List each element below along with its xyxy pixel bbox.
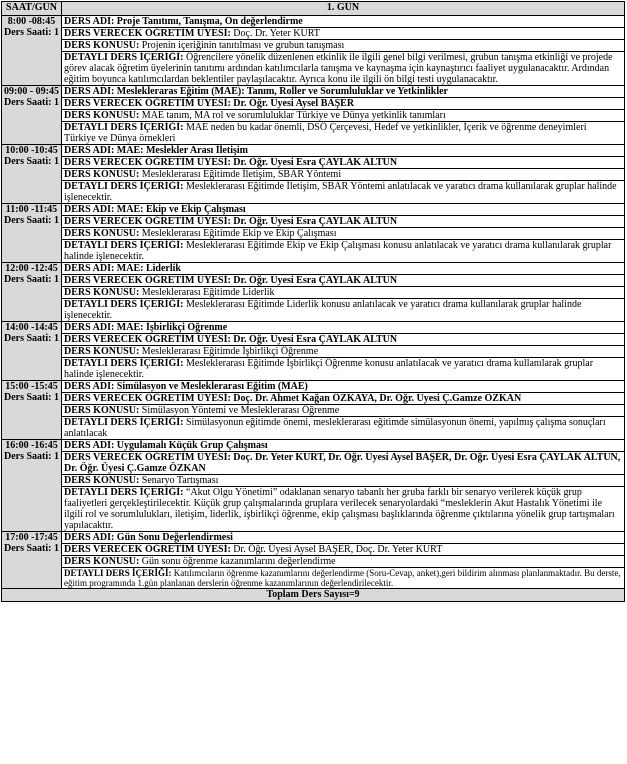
- session-detail-cell: [62, 487, 625, 532]
- schedule-table: [1, 1, 625, 602]
- session-topic-label: DERS KONUSU:: [64, 405, 140, 416]
- session-time: 16:00 -16:45: [5, 440, 58, 451]
- session-teacher: Dr. Öğr. Üyesi Aysel BAŞER: [233, 98, 355, 109]
- session-time: 11:00 -11:45: [5, 204, 58, 215]
- session-time: 10:00 -10:45: [5, 145, 58, 156]
- session-name-cell: [62, 263, 625, 275]
- session-name-label: DERS ADI:: [64, 532, 115, 543]
- session-time: 09:00 - 09:45: [4, 86, 59, 97]
- session-name-label: DERS ADI:: [64, 263, 115, 274]
- session-time-cell: [2, 381, 62, 440]
- session-teacher: Dr. Öğr. Üyesi Esra ÇAYLAK ALTUN: [233, 275, 398, 286]
- session-6-name-row: [2, 322, 625, 334]
- session-detail-label: DETAYLI DERS İÇERİĞİ:: [64, 52, 184, 63]
- total-lessons: Toplam Ders Sayısı=9: [2, 589, 625, 602]
- session-8-detail-row: [2, 487, 625, 532]
- session-name-cell: [62, 381, 625, 393]
- session-topic-cell: [62, 169, 625, 181]
- session-teacher-cell: [62, 544, 625, 556]
- session-topic-label: DERS KONUSU:: [64, 110, 140, 121]
- session-4-teacher-row: [2, 216, 625, 228]
- session-6-detail-row: [2, 358, 625, 381]
- session-name: Uygulamalı Küçük Grup Çalışması: [116, 440, 268, 451]
- session-7-topic-row: [2, 405, 625, 417]
- session-topic-cell: [62, 228, 625, 240]
- session-detail-cell: [62, 240, 625, 263]
- session-5-name-row: [2, 263, 625, 275]
- session-detail: MAE neden bu kadar önemli, DSÖ Çerçevesi, Hedef ve yetkinlikler, İçerik ve öğrenme deneyimleri: [185, 122, 587, 133]
- session-topic: Senaryo Tartışması: [141, 475, 219, 486]
- session-time: 14:00 -14:45: [5, 322, 58, 333]
- session-detail: Öğrencilere yönelik düzenlenen etkinlik ile ilgili genel bilgi verilmesi, grubun tanışma etkinliği ve projede görev alacak öğretim üyelerinin tanıtımı ardından katılımcılarla tanışma ve kaynaşma için kaynaştırıcı faaliyet uygulanacaktır. Ardından eğitim boyunca katılımcılardan beklentiler paylaşılacaktır. Ayrıca konu ile ilgili ön bilgi testi uygulanacaktır.: [64, 52, 613, 85]
- session-teacher-cell: [62, 28, 625, 40]
- session-detail-label: DETAYLI DERS İÇERİĞİ:: [64, 417, 184, 428]
- session-8-name-row: [2, 440, 625, 452]
- session-name-cell: [62, 204, 625, 216]
- session-topic-label: DERS KONUSU:: [64, 346, 140, 357]
- session-topic-label: DERS KONUSU:: [64, 475, 140, 486]
- session-detail-extra: Türkiye ve Dünya örnekleri: [64, 133, 176, 144]
- session-detail-label: DETAYLI DERS İÇERİĞİ:: [64, 240, 184, 251]
- session-teacher-cell: [62, 98, 625, 110]
- session-teacher: Doç. Dr. Ahmet Kağan ÖZKAYA, Dr. Öğr. Üyesi Ç.Gamze ÖZKAN: [233, 393, 522, 404]
- session-8-topic-row: [2, 475, 625, 487]
- session-topic-label: DERS KONUSU:: [64, 40, 140, 51]
- session-topic: Projenin içeriğinin tanıtılması ve grubun tanışması: [141, 40, 345, 51]
- session-9-teacher-row: [2, 544, 625, 556]
- session-teacher-cell: [62, 452, 625, 475]
- session-detail-cell: [62, 299, 625, 322]
- session-teacher: Doç. Dr. Yeter KURT: [233, 28, 320, 39]
- session-time-cell: [2, 145, 62, 204]
- session-topic: Mesleklerarası Eğitimde İletişim, SBAR Yöntemi: [141, 169, 342, 180]
- session-detail-label: DETAYLI DERS İÇERİĞİ:: [64, 568, 172, 578]
- session-topic-cell: [62, 405, 625, 417]
- session-1-teacher-row: [2, 28, 625, 40]
- session-detail: Simülasyonun eğitimde önemi, mesleklerarası eğitimde simülasyonun önemi, yapılmış çalışma sonuçları anlatılacak: [64, 417, 606, 439]
- session-topic-label: DERS KONUSU:: [64, 287, 140, 298]
- session-9-detail-row: [2, 568, 625, 589]
- session-topic-label: DERS KONUSU:: [64, 556, 140, 567]
- session-detail-cell: [62, 358, 625, 381]
- session-name: MAE: Ekip ve Ekip Çalışması: [116, 204, 246, 215]
- session-detail-label: DETAYLI DERS İÇERİĞİ:: [64, 122, 184, 133]
- session-7-name-row: [2, 381, 625, 393]
- session-topic: MAE tanım, MA rol ve sorumluluklar Türkiye ve Dünya yetkinlik tanımları: [141, 110, 446, 121]
- session-topic-cell: [62, 110, 625, 122]
- session-name-cell: [62, 145, 625, 157]
- session-hours: Ders Saati: 1: [4, 333, 59, 344]
- session-hours: Ders Saati: 1: [4, 97, 59, 108]
- session-2-detail-row: [2, 122, 625, 145]
- session-name-label: DERS ADI:: [64, 322, 115, 333]
- time-column-header: SAAT/GÜN: [2, 2, 62, 16]
- session-detail-label: DETAYLI DERS İÇERİĞİ:: [64, 487, 184, 498]
- session-name-cell: [62, 440, 625, 452]
- session-time: 17:00 -17:45: [5, 532, 58, 543]
- session-teacher-cell: [62, 275, 625, 287]
- session-3-detail-row: [2, 181, 625, 204]
- session-name: MAE: Liderlik: [116, 263, 181, 274]
- session-3-teacher-row: [2, 157, 625, 169]
- session-name-label: DERS ADI:: [64, 86, 115, 97]
- session-name: MAE: İşbirlikçi Öğrenme: [116, 322, 228, 333]
- session-detail-cell: [62, 181, 625, 204]
- session-name-label: DERS ADI:: [64, 440, 115, 451]
- session-hours: Ders Saati: 1: [4, 451, 59, 462]
- session-topic-label: DERS KONUSU:: [64, 228, 140, 239]
- session-4-topic-row: [2, 228, 625, 240]
- session-time: 8:00 -08:45: [7, 16, 56, 27]
- session-2-topic-row: [2, 110, 625, 122]
- session-time: 15:00 -15:45: [5, 381, 58, 392]
- session-detail: Mesleklerarası Eğitimde Liderlik konusu anlatılacak ve yaratıcı drama kullanılarak gruplar halinde işlenecektir.: [64, 299, 582, 321]
- session-teacher: Dr. Öğr. Üyesi Esra ÇAYLAK ALTUN: [233, 334, 398, 345]
- session-time: 12:00 -12:45: [5, 263, 58, 274]
- session-name-label: DERS ADI:: [64, 204, 115, 215]
- session-detail-label: DETAYLI DERS İÇERİĞİ:: [64, 358, 184, 369]
- session-time-cell: [2, 204, 62, 263]
- session-8-teacher-row: [2, 452, 625, 475]
- session-topic-cell: [62, 40, 625, 52]
- session-4-name-row: [2, 204, 625, 216]
- session-detail-label: DETAYLI DERS İÇERİĞİ:: [64, 299, 184, 310]
- session-2-name-row: [2, 86, 625, 98]
- footer-row: [2, 589, 625, 602]
- session-1-name-row: [2, 16, 625, 28]
- session-9-topic-row: [2, 556, 625, 568]
- session-detail: Mesleklerarası Eğitimde İşbirlikçi Öğrenme konusu anlatılacak ve yaratıcı drama kullanılarak gruplar halinde işlenecektir.: [64, 358, 594, 380]
- session-detail: Mesleklerarası Eğitimde Ekip ve Ekip Çalışması konusu anlatılacak ve yaratıcı drama kullanılarak gruplar halinde işlenecektir.: [64, 240, 612, 262]
- session-teacher-label: DERS VERECEK ÖĞRETİM ÜYESİ:: [64, 275, 231, 286]
- session-3-topic-row: [2, 169, 625, 181]
- session-name-label: DERS ADI:: [64, 381, 115, 392]
- session-6-topic-row: [2, 346, 625, 358]
- session-time-cell: [2, 16, 62, 86]
- session-teacher-label: DERS VERECEK ÖĞRETİM ÜYESİ:: [64, 28, 231, 39]
- session-teacher-label: DERS VERECEK ÖĞRETİM ÜYESİ:: [64, 157, 231, 168]
- session-5-detail-row: [2, 299, 625, 322]
- session-time-cell: [2, 532, 62, 589]
- session-teacher-label: DERS VERECEK ÖĞRETİM ÜYESİ:: [64, 544, 231, 555]
- session-teacher-cell: [62, 216, 625, 228]
- day-column-header: 1. GÜN: [62, 2, 625, 16]
- session-1-topic-row: [2, 40, 625, 52]
- session-time-cell: [2, 440, 62, 532]
- session-9-name-row: [2, 532, 625, 544]
- session-detail: Katılımcıların öğrenme kazanımlarını değerlendirme (Soru-Cevap, anket),geri bildirim alınması planlanmaktadır. Bu derste, eğitim programında 1.gün planlanan derslerin öğrenme kazanımlarının değerlendirilecektir.: [64, 568, 621, 588]
- session-hours: Ders Saati: 1: [4, 27, 59, 38]
- session-topic-cell: [62, 346, 625, 358]
- session-teacher-label: DERS VERECEK ÖĞRETİM ÜYESİ:: [64, 393, 231, 404]
- session-hours: Ders Saati: 1: [4, 274, 59, 285]
- session-teacher: Dr. Öğr. Üyesi Esra ÇAYLAK ALTUN: [233, 216, 398, 227]
- header-row: [2, 2, 625, 16]
- session-teacher: Dr. Öğr. Üyesi Esra ÇAYLAK ALTUN: [233, 157, 398, 168]
- session-1-detail-row: [2, 52, 625, 86]
- session-name: Meslekleraras Eğitim (MAE): Tanım, Roller ve Sorumluluklar ve Yetkinlikler: [116, 86, 448, 97]
- session-detail-label: DETAYLI DERS İÇERİĞİ:: [64, 181, 184, 192]
- session-teacher-label: DERS VERECEK ÖĞRETİM ÜYESİ:: [64, 98, 231, 109]
- session-2-teacher-row: [2, 98, 625, 110]
- session-topic: Mesleklerarası Eğitimde Ekip ve Ekip Çalışması: [141, 228, 337, 239]
- session-name: MAE: Meslekler Arası İletişim: [116, 145, 248, 156]
- session-detail-cell: [62, 568, 625, 589]
- session-teacher-cell: [62, 334, 625, 346]
- session-teacher: Dr. Öğr. Üyesi Aysel BAŞER, Doç. Dr. Yeter KURT: [233, 544, 443, 555]
- session-7-detail-row: [2, 417, 625, 440]
- session-topic: Mesleklerarası Eğitimde Liderlik: [141, 287, 275, 298]
- session-name-label: DERS ADI:: [64, 16, 115, 27]
- session-name-cell: [62, 16, 625, 28]
- session-teacher-cell: [62, 157, 625, 169]
- session-7-teacher-row: [2, 393, 625, 405]
- session-time-cell: [2, 322, 62, 381]
- session-teacher: Doç. Dr. Yeter KURT, Dr. Öğr. Üyesi Aysel BAŞER, Dr. Öğr. Üyesi Esra ÇAYLAK ALTUN, Dr. Öğr. Üyesi Ç.Gamze ÖZKAN: [64, 452, 621, 474]
- session-name-cell: [62, 322, 625, 334]
- session-teacher-cell: [62, 393, 625, 405]
- session-detail: “Akut Olgu Yönetimi” odaklanan senaryo tabanlı her gruba farklı bir senaryo verilerek küçük grup faaliyetleri gerçekleştirilecektir. Küçük grup çalışmalarında gruplara verilecek senaryolardaki “mesleklerin Akut Hastalık Yönetimi ile ilgili rol ve sorumlulukları, iletişim, liderlik, işbirlikçi öğrenme, ekip çalışması başlıklarında öğrenme çıktılarına yönelik grup tartışmaları yapılacaktır.: [64, 487, 615, 531]
- session-detail-cell: [62, 122, 625, 145]
- session-topic-cell: [62, 556, 625, 568]
- session-teacher-label: DERS VERECEK ÖĞRETİM ÜYESİ:: [64, 216, 231, 227]
- session-5-topic-row: [2, 287, 625, 299]
- session-time-cell: [2, 86, 62, 145]
- session-4-detail-row: [2, 240, 625, 263]
- session-hours: Ders Saati: 1: [4, 543, 59, 554]
- session-name-cell: [62, 86, 625, 98]
- session-3-name-row: [2, 145, 625, 157]
- session-topic-cell: [62, 287, 625, 299]
- session-hours: Ders Saati: 1: [4, 392, 59, 403]
- session-name-cell: [62, 532, 625, 544]
- session-6-teacher-row: [2, 334, 625, 346]
- session-detail: Mesleklerarası Eğitimde İletişim, SBAR Yöntemi anlatılacak ve yaratıcı drama kullanılarak gruplar halinde işlenecektir.: [64, 181, 617, 203]
- session-teacher-label: DERS VERECEK ÖĞRETİM ÜYESİ:: [64, 452, 231, 463]
- session-topic: Simülasyon Yöntemi ve Mesleklerarası Öğrenme: [141, 405, 340, 416]
- session-topic-cell: [62, 475, 625, 487]
- session-name: Gün Sonu Değerlendirmesi: [116, 532, 233, 543]
- session-topic: Gün sonu öğrenme kazanımlarını değerlendirme: [141, 556, 336, 567]
- session-detail-cell: [62, 417, 625, 440]
- session-time-cell: [2, 263, 62, 322]
- session-teacher-label: DERS VERECEK ÖĞRETİM ÜYESİ:: [64, 334, 231, 345]
- session-topic-label: DERS KONUSU:: [64, 169, 140, 180]
- session-name-label: DERS ADI:: [64, 145, 115, 156]
- session-5-teacher-row: [2, 275, 625, 287]
- session-detail-cell: [62, 52, 625, 86]
- session-topic: Mesleklerarası Eğitimde İşbirlikçi Öğrenme: [141, 346, 319, 357]
- session-hours: Ders Saati: 1: [4, 156, 59, 167]
- session-name: Proje Tanıtımı, Tanışma, Ön değerlendirme: [116, 16, 303, 27]
- session-name: Simülasyon ve Mesleklerarası Eğitim (MAE): [116, 381, 308, 392]
- session-hours: Ders Saati: 1: [4, 215, 59, 226]
